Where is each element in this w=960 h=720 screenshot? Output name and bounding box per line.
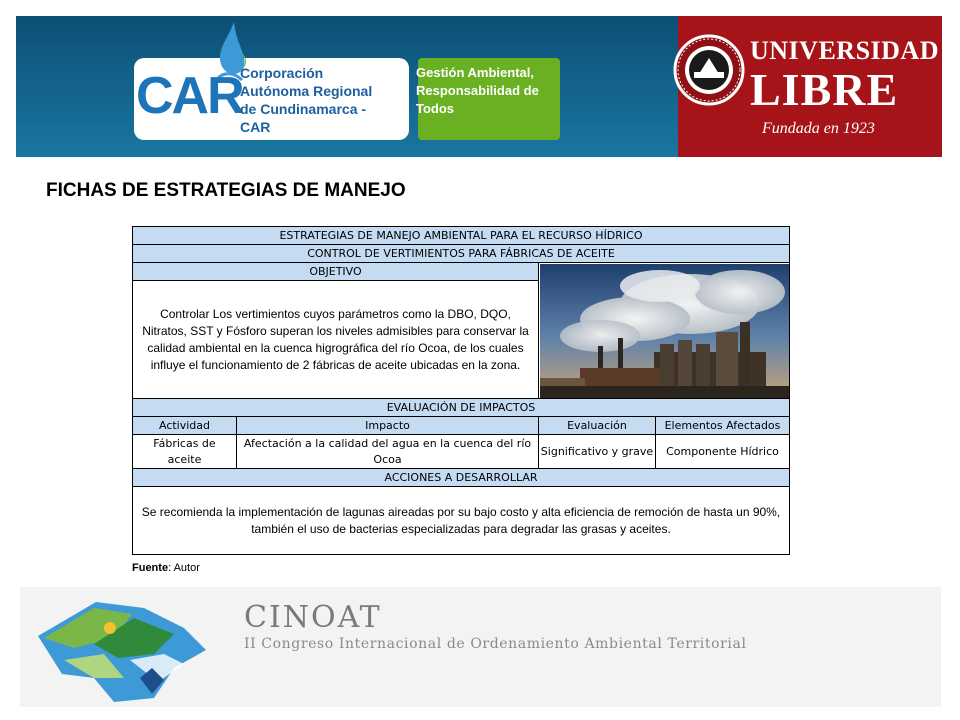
university-word-libre: LIBRE — [750, 64, 899, 115]
source-value: : Autor — [168, 562, 200, 574]
impacts-data-row — [133, 435, 789, 469]
actions-text: Se recomienda la implementación de lagunas aireadas por su bajo costo y alta eficiencia de remoción de hasta un 90%, también el uso de bacterias especializadas para degradar las grasas y aceites. — [141, 504, 781, 536]
car-slogan: Gestión Ambiental, Responsabilidad de Todos — [416, 65, 539, 116]
actions-header: ACCIONES A DESARROLLAR — [384, 471, 538, 484]
sheet-title-row — [133, 227, 789, 245]
impacts-header: EVALUACIÓN DE IMPACTOS — [386, 401, 536, 414]
actions-text-cell — [133, 487, 789, 554]
cell-elementos: Componente Hídrico — [666, 444, 779, 458]
cell-evaluacion: Significativo y grave — [539, 435, 656, 468]
objective-header-cell — [133, 263, 539, 281]
sheet-subtitle: CONTROL DE VERTIMIENTOS PARA FÁBRICAS DE ACEITE — [307, 247, 615, 260]
objective-header: OBJETIVO — [309, 265, 362, 278]
column-header-evaluacion: Evaluación — [539, 417, 656, 434]
objective-text: Controlar Los vertimientos cuyos parámetros como la DBO, DQO, Nitratos, SST y Fósforo superan los niveles admisibles para conservar la calidad ambiental en la cuenca higrográfica del río Ocoa, de los cuales influye el funcionamiento de 2 fábricas de aceite ubicadas en la zona. — [142, 306, 529, 372]
car-abbrev: CAR — [136, 67, 243, 125]
actions-header-row — [133, 469, 789, 487]
column-header-actividad: Actividad — [133, 417, 237, 434]
university-word-universidad: UNIVERSIDAD — [750, 36, 939, 65]
factory-smoke-photo — [540, 264, 789, 398]
impacts-columns-row — [133, 417, 789, 435]
column-header-impacto: Impacto — [237, 417, 539, 434]
source-note — [132, 562, 200, 574]
car-name: Corporación Autónoma Regional de Cundinamarca - CAR — [240, 65, 373, 135]
page-title: FICHAS DE ESTRATEGIAS DE MANEJO — [46, 180, 406, 201]
sheet-subtitle-row — [133, 245, 789, 263]
university-seal-icon — [672, 20, 746, 124]
objective-text-cell — [133, 281, 539, 398]
source-label: Fuente — [132, 562, 169, 574]
impacts-header-row — [133, 399, 789, 417]
column-header-elementos: Elementos Afectados — [664, 418, 781, 432]
cell-actividad: Fábricas de aceite — [133, 435, 237, 468]
university-founded: Fundada en 1923 — [762, 120, 875, 137]
footer-title: CINOAT — [244, 600, 382, 635]
puzzle-map-logo-icon — [34, 598, 210, 704]
cell-impacto: Afectación a la calidad del agua en la cuenca del río Ocoa — [237, 435, 539, 468]
sheet-title: ESTRATEGIAS DE MANEJO AMBIENTAL PARA EL RECURSO HÍDRICO — [279, 229, 643, 242]
objective-row — [133, 263, 789, 399]
footer-subtitle: II Congreso Internacional de Ordenamiento Ambiental Territorial — [244, 636, 747, 652]
strategy-sheet — [132, 226, 790, 555]
